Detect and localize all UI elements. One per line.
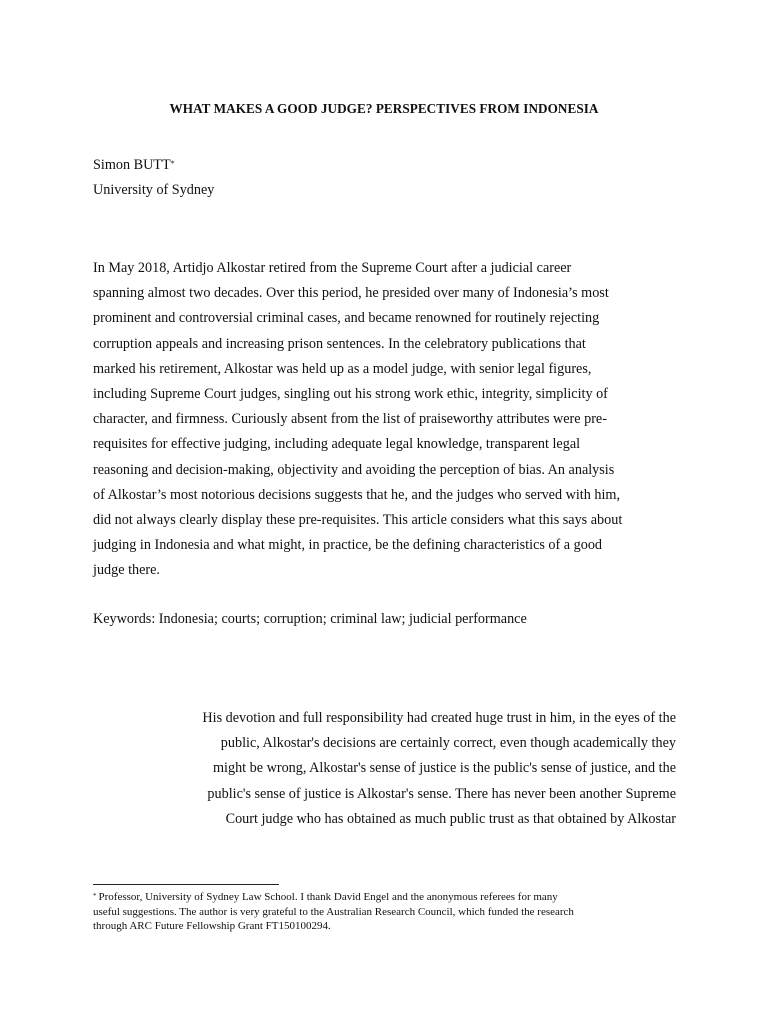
footnote-divider <box>93 884 279 885</box>
abstract-line: requisites for effective judging, including adequate legal knowledge, transparent legal <box>93 436 581 453</box>
abstract-line: prominent and controversial criminal cases, and became renowned for routinely rejecting <box>93 310 600 327</box>
paper-title: WHAT MAKES A GOOD JUDGE? PERSPECTIVES FROM INDONESIA <box>169 101 599 116</box>
footnote-line <box>93 890 693 905</box>
quote-line: public's sense of justice is Alkostar's sense. There has never been another Supreme <box>207 785 676 802</box>
abstract-line: judging in Indonesia and what might, in practice, be the defining characteristics of a good <box>93 537 603 554</box>
footnote-line: useful suggestions. The author is very grateful to the Australian Research Council, which funded the research <box>93 905 574 918</box>
author-affiliation: University of Sydney <box>93 182 215 198</box>
footnote-marker: * <box>93 892 97 900</box>
author-name-text: Simon BUTT <box>93 157 171 173</box>
abstract-line: did not always clearly display these pre-requisites. This article considers what this says about <box>93 512 623 529</box>
abstract-line: corruption appeals and increasing prison sentences. In the celebratory publications that <box>93 335 586 352</box>
quote-line: His devotion and full responsibility had created huge trust in him, in the eyes of the <box>202 710 676 726</box>
epigraph-quote <box>140 706 676 832</box>
abstract-line: including Supreme Court judges, singling out his strong work ethic, integrity, simplicity of <box>93 386 608 403</box>
quote-line: might be wrong, Alkostar's sense of justice is the public's sense of justice, and the <box>213 760 676 777</box>
author-name <box>93 153 214 178</box>
abstract-line: reasoning and decision-making, objectivity and avoiding the perception of bias. An analysis <box>93 461 615 478</box>
quote-line: Court judge who has obtained as much public trust as that obtained by Alkostar <box>225 810 676 827</box>
abstract-line: In May 2018, Artidjo Alkostar retired from the Supreme Court after a judicial career <box>93 260 572 276</box>
author-block <box>93 153 214 203</box>
keywords: Keywords: Indonesia; courts; corruption; criminal law; judicial performance <box>93 611 527 627</box>
abstract-line: marked his retirement, Alkostar was held up as a model judge, with senior legal figures, <box>93 360 592 377</box>
abstract <box>93 256 677 584</box>
quote-line: public, Alkostar's decisions are certainly correct, even though academically they <box>220 735 676 752</box>
abstract-line: judge there. <box>93 562 160 579</box>
abstract-line: character, and firmness. Curiously absent from the list of praiseworthy attributes were pre- <box>93 411 607 428</box>
footnote <box>93 890 693 934</box>
author-footnote-marker: * <box>170 159 175 168</box>
abstract-line: spanning almost two decades. Over this period, he presided over many of Indonesia’s most <box>93 285 609 302</box>
footnote-line-text: Professor, University of Sydney Law School. I thank David Engel and the anonymous referees for many <box>98 891 558 903</box>
abstract-line: of Alkostar’s most notorious decisions suggests that he, and the judges who served with him, <box>93 486 620 503</box>
footnote-line: through ARC Future Fellowship Grant FT150100294. <box>93 920 331 932</box>
